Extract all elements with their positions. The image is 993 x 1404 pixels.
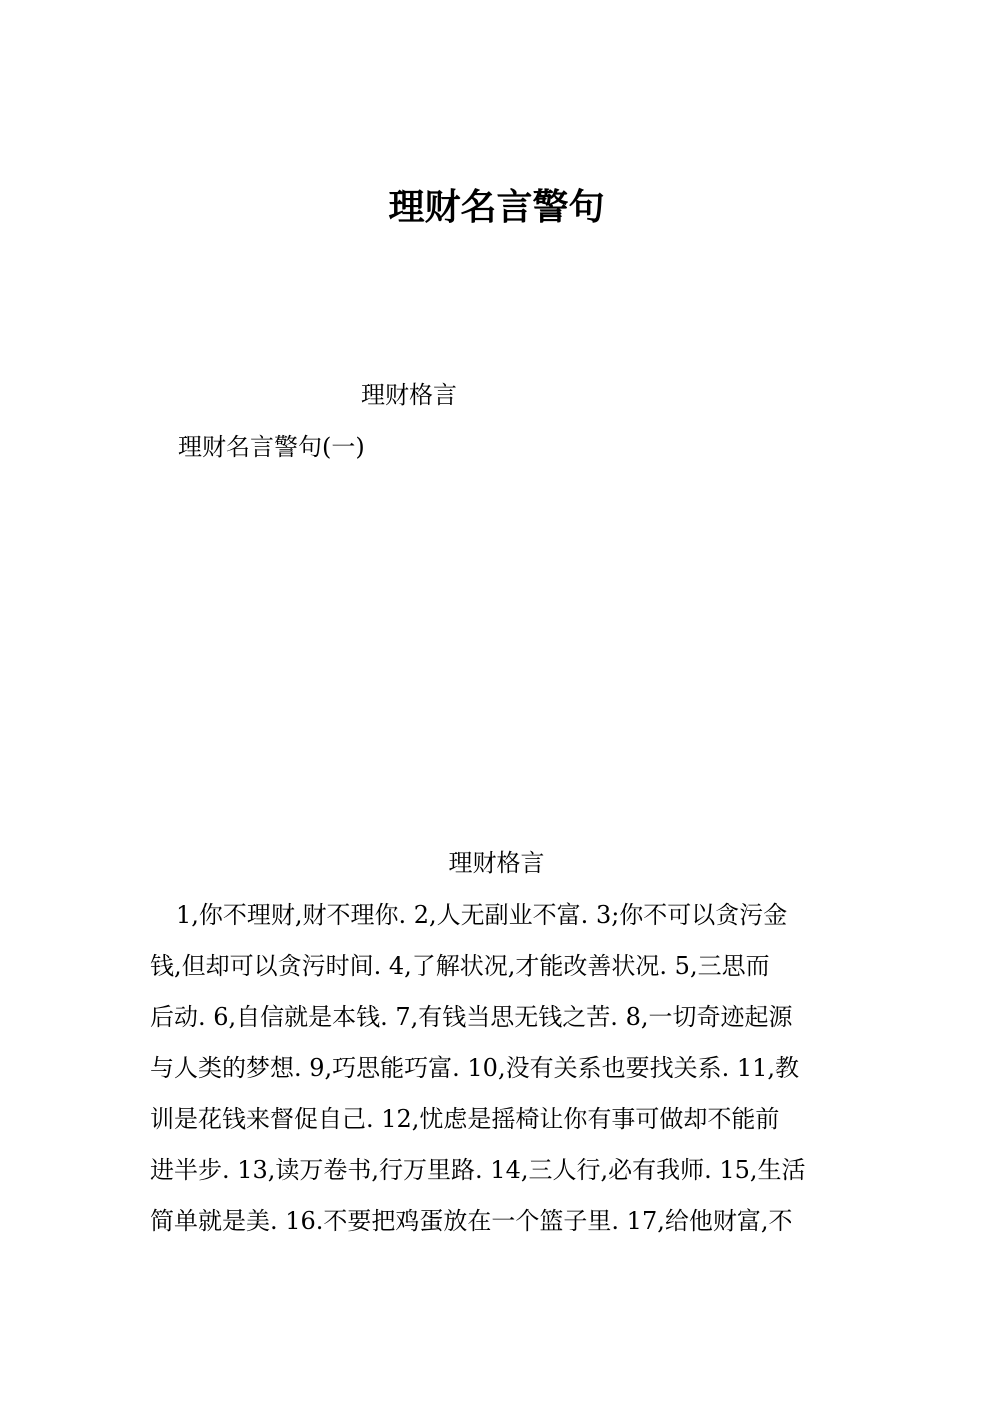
subheading-quotes-part-one: 理财名言警句(一) <box>178 433 365 461</box>
body-line: 进半步. 13,读万卷书,行万里路. 14,三人行,必有我师. 15,生活 <box>150 1156 806 1184</box>
body-line: 训是花钱来督促自己. 12,忧虑是摇椅让你有事可做却不能前 <box>150 1105 780 1133</box>
body-line: 与人类的梦想. 9,巧思能巧富. 10,没有关系也要找关系. 11,教 <box>150 1054 800 1082</box>
document-title: 理财名言警句 <box>388 186 605 228</box>
section-heading: 理财格言 <box>448 849 545 877</box>
body-line: 1,你不理财,财不理你. 2,人无副业不富. 3;你不可以贪污金 <box>176 901 788 929</box>
body-line: 钱,但却可以贪污时间. 4,了解状况,才能改善状况. 5,三思而 <box>150 952 770 980</box>
subheading-maxims: 理财格言 <box>361 381 457 409</box>
body-line: 简单就是美. 16.不要把鸡蛋放在一个篮子里. 17,给他财富,不 <box>150 1207 793 1235</box>
body-paragraph <box>150 895 842 1252</box>
body-line: 后动. 6,自信就是本钱. 7,有钱当思无钱之苦. 8,一切奇迹起源 <box>150 1003 793 1031</box>
